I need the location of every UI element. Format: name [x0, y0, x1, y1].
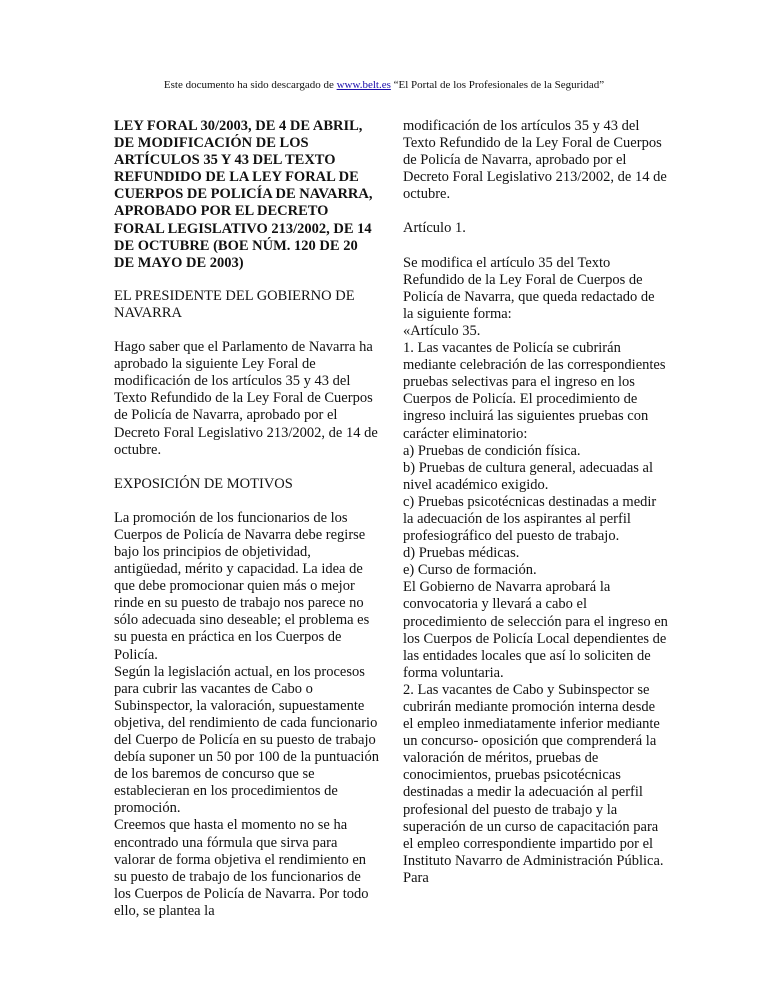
article-line: Se modifica el artículo 35 del Texto Refundido de la Ley Foral de Cuerpos de Policía de Navarra, que queda redactado de la siguiente forma:: [403, 254, 655, 322]
article-line: a) Pruebas de condición física.: [403, 442, 581, 459]
article-line: e) Curso de formación.: [403, 562, 537, 579]
download-notice: [0, 79, 768, 91]
right-column: [403, 118, 668, 887]
article-line: c) Pruebas psicotécnicas destinadas a medir la adecuación de los aspirantes al perfil profesiográfico del puesto de trabajo.: [403, 493, 657, 545]
president-heading: EL PRESIDENTE DEL GOBIERNO DE NAVARRA: [114, 287, 355, 321]
belt-link[interactable]: www.belt.es: [336, 79, 391, 91]
motives-body: [114, 510, 379, 920]
motives-paragraph: La promoción de los funcionarios de los Cuerpos de Policía de Navarra debe regirse bajo los principios de objetividad, antigüedad, mérito y capacidad. La idea de que debe promocionar quien más o mejor rinde en su puesto de trabajo nos parece no sólo adecuada sino deseable; el problema es su puesta en práctica en los Cuerpos de Policía.: [114, 509, 370, 663]
motives-paragraph: Creemos que hasta el momento no se ha encontrado una fórmula que sirva para valorar de forma objetiva el rendimiento en su puesto de trabajo de los funcionarios de los Cuerpos de Policía de Navarra. Por todo ello, se plantea la: [114, 817, 369, 919]
article-line: d) Pruebas médicas.: [403, 545, 520, 562]
law-title: LEY FORAL 30/2003, DE 4 DE ABRIL, DE MODIFICACIÓN DE LOS ARTÍCULOS 35 Y 43 DEL TEXTO REFUNDIDO DE LA LEY FORAL DE CUERPOS DE POLICÍA DE NAVARRA, APROBADO POR EL DECRETO FORAL LEGISLATIVO 213/2002, DE 14 DE OCTUBRE (BOE NÚM. 120 DE 20 DE MAYO DE 2003): [114, 118, 373, 271]
left-column: [114, 118, 379, 920]
continuation-paragraph: modificación de los artículos 35 y 43 del Texto Refundido de la Ley Foral de Cuerpos de Policía de Navarra, aprobado por el Decreto Foral Legislativo 213/2002, de 14 de octubre.: [403, 118, 667, 203]
article-line: «Artículo 35.: [403, 322, 481, 339]
motives-paragraph: Según la legislación actual, en los procesos para cubrir las vacantes de Cabo o Subinspector, la valoración, supuestamente objetiva, del rendimiento de cada funcionario del Cuerpo de Policía en su puesto de trabajo debía suponer un 50 por 100 de la puntuación de los baremos de concurso que se establecieran en los procedimientos de promoción.: [114, 663, 379, 817]
intro-paragraph: Hago saber que el Parlamento de Navarra ha aprobado la siguiente Ley Foral de modificación de los artículos 35 y 43 del Texto Refundido de la Ley Foral de Cuerpos de Policía de Navarra, aprobado por el Decreto Foral Legislativo 213/2002, de 14 de octubre.: [114, 339, 378, 458]
article-heading: Artículo 1.: [403, 220, 466, 237]
article-body: [403, 255, 668, 887]
article-line: 2. Las vacantes de Cabo y Subinspector se cubrirán mediante promoción interna desde el empleo inmediatamente inferior mediante un concurso- oposición que comprenderá la valoración de méritos, pruebas de conocimientos, pruebas psicotécnicas destinadas a medir la adecuación al perfil profesional del puesto de trabajo y la superación de un curso de capacitación para el empleo correspondiente impartido por el Instituto Navarro de Administración Pública. Para: [403, 681, 664, 886]
article-line: El Gobierno de Navarra aprobará la convocatoria y llevará a cabo el procedimiento de selección para el ingreso en los Cuerpos de Policía Local dependientes de las entidades locales que así lo soliciten de forma voluntaria.: [403, 579, 668, 681]
download-notice-suffix: “El Portal de los Profesionales de la Seguridad”: [390, 79, 605, 91]
motives-heading: EXPOSICIÓN DE MOTIVOS: [114, 475, 293, 492]
article-line: b) Pruebas de cultura general, adecuadas al nivel académico exigido.: [403, 459, 654, 493]
article-line: 1. Las vacantes de Policía se cubrirán mediante celebración de las correspondientes pruebas selectivas para el ingreso en los Cuerpos de Policía. El procedimiento de ingreso incluirá las siguientes pruebas con carácter eliminatorio:: [403, 340, 666, 442]
download-notice-prefix: Este documento ha sido descargado de: [163, 79, 337, 91]
